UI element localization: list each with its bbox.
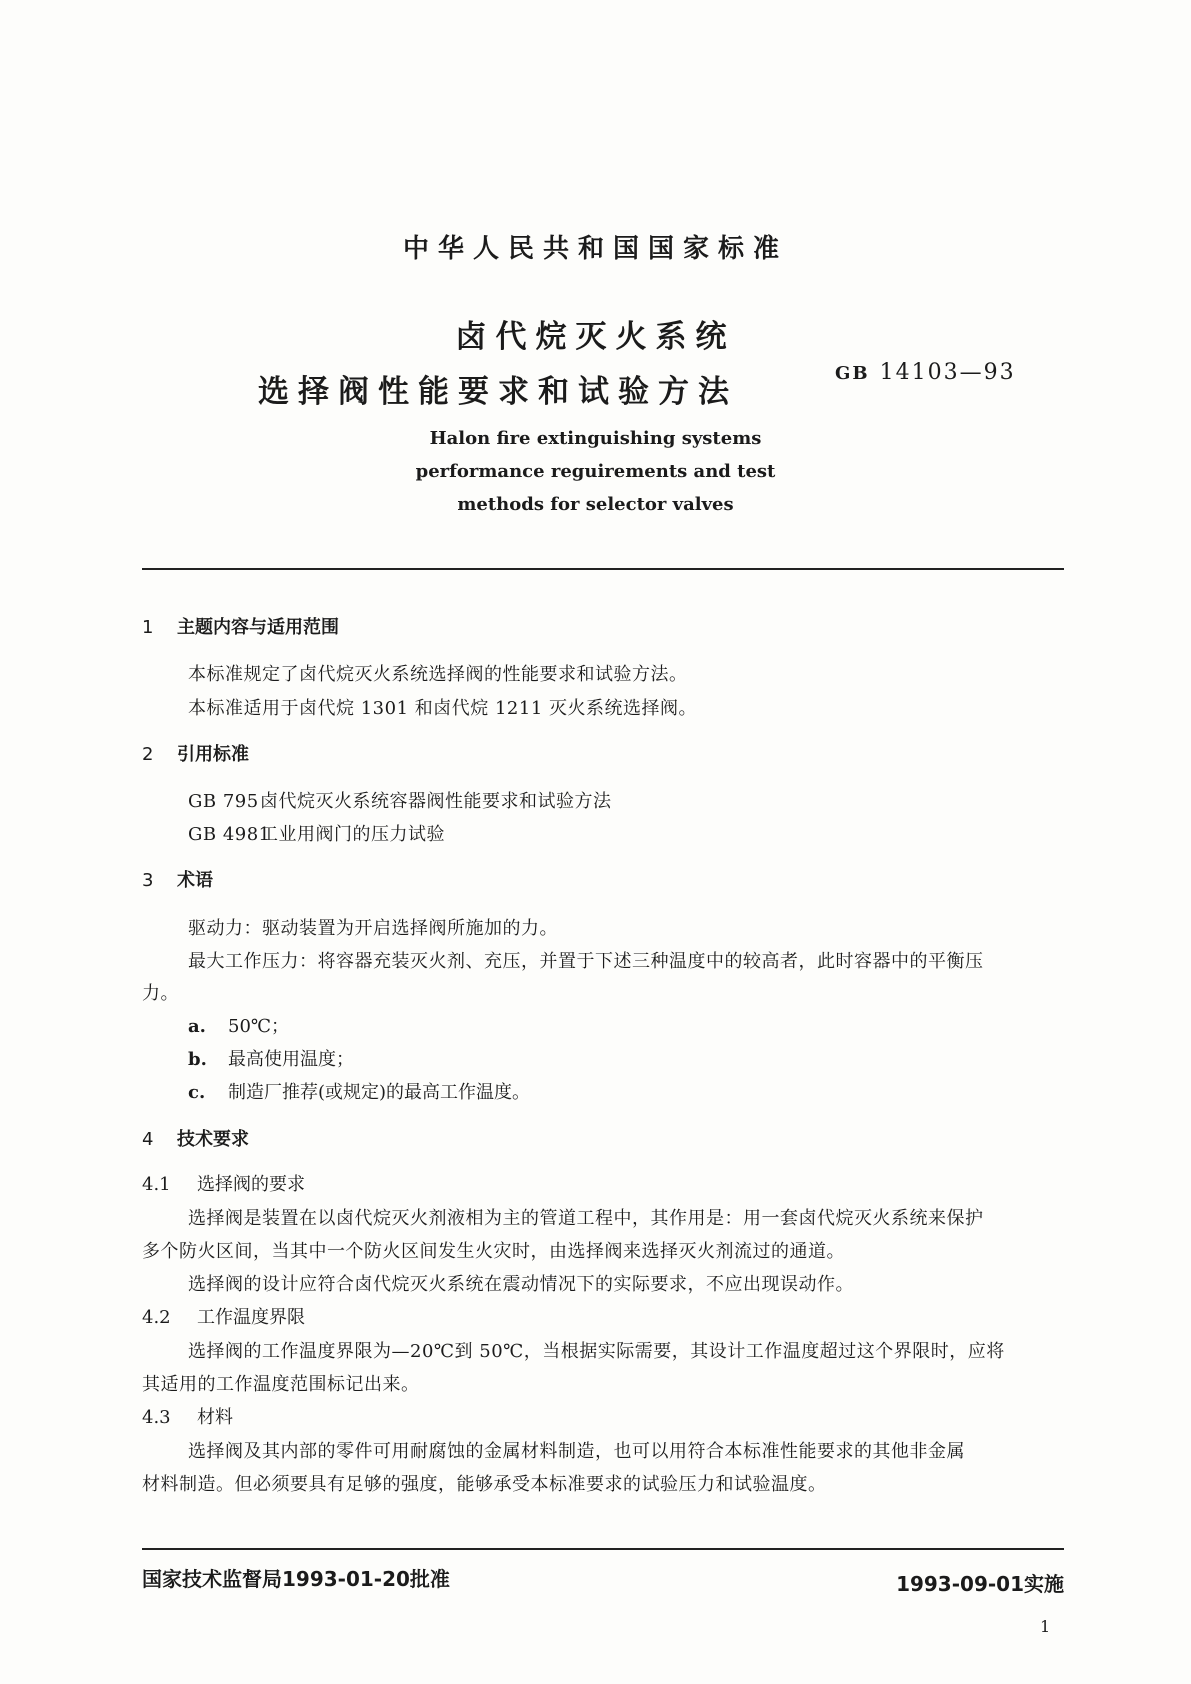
national-standard-heading: 中华人民共和国国家标准 — [402, 234, 788, 264]
list-item — [188, 1078, 530, 1104]
approval-date: 国家技术监督局1993-01-20批准 — [142, 1567, 450, 1591]
s4-2-paragraph-line-1: 选择阀的工作温度界限为—20℃到 50℃，当根据实际需要，其设计工作温度超过这个界限时，应将 — [188, 1341, 1005, 1362]
footer-divider — [142, 1548, 1064, 1550]
subsection-4-3-heading — [142, 1403, 233, 1429]
english-title-line-2: performance reguirements and test — [415, 461, 776, 482]
english-title-line-3: methods for selector valves — [457, 494, 734, 515]
section-number: 1 — [142, 617, 154, 638]
standard-code: 14103—93 — [879, 360, 1016, 385]
list-item — [188, 1045, 354, 1071]
list-text: 50℃； — [228, 1016, 290, 1037]
list-marker: b. — [188, 1049, 207, 1070]
standard-number — [835, 360, 1016, 385]
term-max-pressure-line-1: 最大工作压力：将容器充装灭火剂、充压，并置于下述三种温度中的较高者，此时容器中的平衡压 — [188, 951, 984, 972]
term-driving-force: 驱动力：驱动装置为开启选择阀所施加的力。 — [188, 918, 558, 939]
page-number: 1 — [1040, 1617, 1051, 1636]
header-divider — [142, 568, 1064, 570]
s4-1-paragraph-line-2: 多个防火区间，当其中一个防火区间发生火灾时，由选择阀来选择灭火剂流过的通道。 — [142, 1241, 845, 1262]
title-line-2: 选择阀性能要求和试验方法 — [258, 374, 738, 410]
section-number: 4 — [142, 1129, 154, 1150]
section-title: 主题内容与适用范围 — [177, 617, 339, 638]
section-number: 3 — [142, 870, 154, 891]
english-title-line-1: Halon fire extinguishing systems — [429, 428, 762, 449]
s4-2-paragraph-line-2: 其适用的工作温度范围标记出来。 — [142, 1374, 420, 1395]
subsection-title: 选择阀的要求 — [197, 1174, 305, 1195]
section-2-heading — [142, 740, 249, 766]
s4-1-paragraph-line-1: 选择阀是装置在以卤代烷灭火剂液相为主的管道工程中，其作用是：用一套卤代烷灭火系统来保护 — [188, 1208, 984, 1229]
term-max-pressure-line-2: 力。 — [142, 983, 179, 1004]
section-title: 技术要求 — [177, 1129, 249, 1150]
subsection-number: 4.2 — [142, 1307, 171, 1328]
list-text: 制造厂推荐(或规定)的最高工作温度。 — [228, 1082, 531, 1103]
subsection-number: 4.1 — [142, 1174, 171, 1195]
reference-name: 工业用阀门的压力试验 — [260, 824, 445, 845]
standard-prefix: GB — [835, 363, 870, 384]
subsection-title: 工作温度界限 — [197, 1307, 305, 1328]
reference-name: 卤代烷灭火系统容器阀性能要求和试验方法 — [260, 791, 612, 812]
list-marker: a. — [188, 1016, 206, 1037]
section-number: 2 — [142, 744, 154, 765]
subsection-title: 材料 — [197, 1407, 233, 1428]
subsection-4-2-heading — [142, 1303, 305, 1329]
list-item — [188, 1012, 289, 1038]
title-line-1: 卤代烷灭火系统 — [455, 319, 736, 355]
section-title: 术语 — [177, 870, 213, 891]
subsection-4-1-heading — [142, 1170, 305, 1196]
reference-item — [188, 787, 612, 813]
section-1-heading — [142, 613, 339, 639]
reference-item — [188, 820, 445, 846]
list-text: 最高使用温度； — [228, 1049, 354, 1070]
subsection-number: 4.3 — [142, 1407, 171, 1428]
reference-code: GB 4981 — [188, 824, 271, 845]
list-marker: c. — [188, 1082, 206, 1103]
s4-3-paragraph-line-1: 选择阀及其内部的零件可用耐腐蚀的金属材料制造，也可以用符合本标准性能要求的其他非金属 — [188, 1441, 965, 1462]
section-4-heading — [142, 1125, 249, 1151]
s1-paragraph-1: 本标准规定了卤代烷灭火系统选择阀的性能要求和试验方法。 — [188, 664, 688, 685]
s4-1-paragraph-2: 选择阀的设计应符合卤代烷灭火系统在震动情况下的实际要求，不应出现误动作。 — [188, 1274, 854, 1295]
effective-date: 1993-09-01实施 — [896, 1572, 1064, 1596]
section-3-heading — [142, 866, 213, 892]
section-title: 引用标准 — [177, 744, 249, 765]
s4-3-paragraph-line-2: 材料制造。但必须要具有足够的强度，能够承受本标准要求的试验压力和试验温度。 — [142, 1474, 827, 1495]
s1-paragraph-2: 本标准适用于卤代烷 1301 和卤代烷 1211 灭火系统选择阀。 — [188, 698, 698, 719]
reference-code: GB 795 — [188, 791, 259, 812]
